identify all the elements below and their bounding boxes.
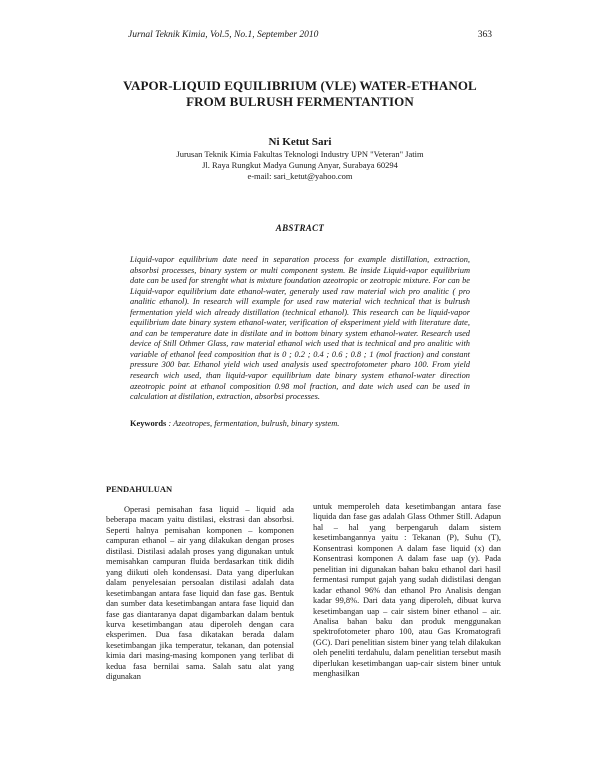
keywords-text: : Azeotropes, fermentation, bulrush, binary system. [168, 419, 340, 428]
keywords-label: Keywords [130, 419, 167, 428]
section-heading: PENDAHULUAN [106, 484, 173, 494]
affiliation-line-1: Jurusan Teknik Kimia Fakultas Teknologi Industry UPN "Veteran" Jatim [176, 149, 424, 159]
affiliation-line-2: Jl. Raya Rungkut Madya Gunung Anyar, Surabaya 60294 [202, 160, 398, 170]
body-column-right: untuk memperoleh data kesetimbangan antara fase liquida dan fase gas adalah Glass Othmer Still. Adapun hal – hal yang berpengaruh dalam sistem kesetimbangannya yaitu : Tekanan (P), Suhu (T), Konsentrasi komponen A dalam fase liquid (x) dan Konsentrasi komponen A dalam fase uap (y). Pada penelitian ini digunakan bahan baku ethanol dari hasil fermentasi rumput gajah yang sudah didistilasi dengan kadar ethanol 96% dan ethanol Pro Analisis dengan kadar 99,8%. Dari data yang diperoleh, dibuat kurva kesetimbangan uap – cair sistem biner ethanol – air. Analisa bahan baku dan produk menggunakan spektrofotometer pharo 100, atau Gas Kromatografi (GC). Dari penelitian sistem biner yang telah dilakukan oleh peneliti terdahulu, dalam penelitian tersebut masih diperlukan kesetimbangan uap-cair sistem biner untuk menghasilkan [313, 502, 501, 679]
author-name: Ni Ketut Sari [268, 136, 332, 148]
title-line-1: VAPOR-LIQUID EQUILIBRIUM (VLE) WATER-ETHANOL [123, 78, 477, 93]
keywords-line [130, 419, 470, 428]
abstract-heading: ABSTRACT [275, 223, 325, 233]
page-number: 363 [477, 30, 492, 40]
abstract-text: Liquid-vapor equilibrium date need in separation process for example distillation, extraction, absorbsi processes, binary system or multi component system. Be inside Liquid-vapor equilibrium date can be used for strenght what is mixture foundation azeotropic or zeotropic mixture. For can be Liquid-vapor equilibrium date ethanol-water, generaly used raw material wich pro analitic ( pro analitic ethanol). In research will example for used raw material wich technical that is bulrush fermentation yield wich already distillation (technical ethanol). This research can be liquid-vapor equilibrium date binary system ethanol-water, verification of eksperiment yield with literature date, and can be temperature date in distilate and in bottom binary system ethanol-water. Research used device of Still Othmer Glass, raw material ethanol wich used that is technical and pro analitic with variable of ethanol feed composition that is 0 ; 0.2 ; 0.4 ; 0.6 ; 0.8 ; 1 (mol fraction) and constant pressure 300 bar. Ethanol yield wich used analysis used spectrofotometer pharo 100. From yield research wich used, than liquid-vapor equilibrium date binary system ethanol-water direction azeotropic point at ethanol composition 0.98 mol fraction, and date wich used can be used in calculation at distilation, extraction, absorbsi processes. [130, 255, 470, 402]
paper-title [80, 78, 520, 110]
running-header [128, 30, 492, 40]
affiliation-block [0, 149, 600, 182]
title-line-2: FROM BULRUSH FERMENTANTION [186, 94, 414, 109]
journal-citation: Jurnal Teknik Kimia, Vol.5, No.1, September 2010 [128, 30, 319, 40]
affiliation-email: e-mail: sari_ketut@yahoo.com [247, 171, 353, 181]
body-column-left: Operasi pemisahan fasa liquid – liquid ada beberapa macam yaitu distilasi, ekstrasi dan absorbsi. Seperti halnya pemisahan komponen – komponen campuran ethanol – air yang dilakukan dengan proses distilasi. Distilasi adalah proses yang digunakan untuk memisahkan campuran fluida berdasarkan titik didih yang diikuti oleh kondensasi. Data yang diperlukan dalam penyelesaian persoalan distilasi adalah data kesetimbangan antara fase liquid dan fase gas. Bentuk dan sumber data kesetimbangan antara fase liquid dan fase gas diantaranya dapat digambarkan dalam bentuk kurva kesetimbangan atau diperoleh dengan cara eksperimen. Dua fasa dikatakan berada dalam kesetimbangan jika temperatur, tekanan, dan potensial kimia dari masing-masing komponen yang terlibat di kedua fasa bernilai sama. Salah satu alat yang digunakan [106, 505, 294, 682]
